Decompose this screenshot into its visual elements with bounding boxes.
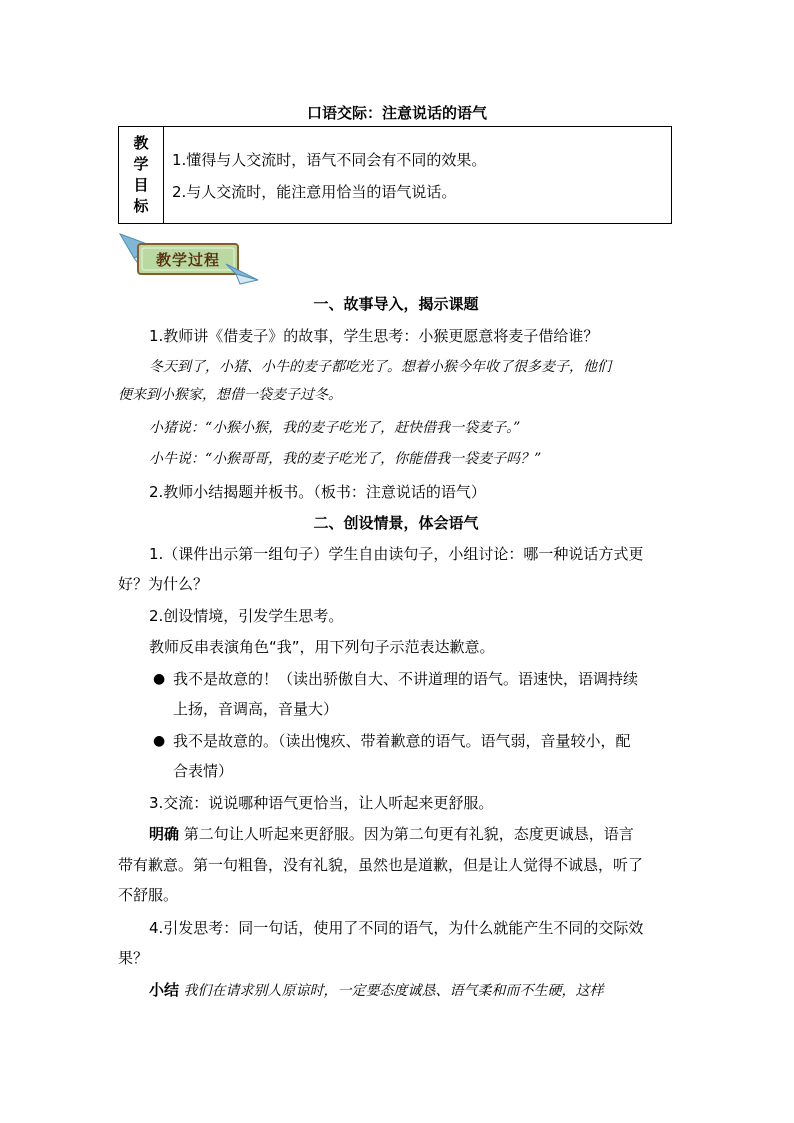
teaching-process-badge xyxy=(118,230,260,286)
goal-label-char: 目 xyxy=(133,176,149,194)
paragraph: 1.教师讲《借麦子》的故事，学生思考：小猴更愿意将麦子借给谁？ xyxy=(149,327,599,345)
page-title: 口语交际：注意说话的语气 xyxy=(306,104,487,122)
badge-label: 教学过程 xyxy=(155,251,220,269)
bullet-text: 我不是故意的。（读出愧疚、带着歉意的语气。语气弱，音量较小，配 xyxy=(173,732,631,750)
paragraph: 4.引发思考：同一句话，使用了不同的语气，为什么就能产生不同的交际效 xyxy=(149,919,644,937)
summary-paragraph xyxy=(149,980,674,1001)
story-text: 冬天到了，小猪、小牛的麦子都吃光了。想着小猴今年收了很多麦子，他们 xyxy=(149,359,611,375)
paragraph: 带有歉意。第一句粗鲁，没有礼貌，虽然也是道歉，但是让人觉得不诚恳，听了 xyxy=(118,856,644,874)
paragraph: 不舒服。 xyxy=(118,886,179,904)
summary-text: 我们在请求别人原谅时，一定要态度诚恳、语气柔和而不生硬，这样 xyxy=(179,983,604,999)
teaching-goals-list xyxy=(164,127,486,223)
story-text: 便来到小猴家，想借一袋麦子过冬。 xyxy=(118,387,342,403)
teaching-goals-label xyxy=(119,127,164,223)
goal-item: 2.与人交流时，能注意用恰当的语气说话。 xyxy=(172,183,457,201)
bullet-text: 我不是故意的！（读出骄傲自大、不讲道理的语气。语速快，语调持续 xyxy=(173,670,639,688)
paragraph: 好？为什么？ xyxy=(118,575,209,593)
paragraph: 2.教师小结揭题并板书。（板书：注意说话的语气） xyxy=(149,483,486,501)
paragraph: 1.（课件出示第一组句子）学生自由读句子，小组讨论：哪一种说话方式更 xyxy=(149,545,644,563)
bullet-icon: ● xyxy=(153,733,166,749)
paragraph: 2.创设情境，引发学生思考。 xyxy=(149,607,344,625)
story-dialogue: 小牛说：“小猴哥哥，我的麦子吃光了，你能借我一袋麦子吗？” xyxy=(149,451,542,467)
clarification-paragraph xyxy=(149,824,674,844)
summary-label: 小结 xyxy=(149,981,180,999)
goal-item: 1.懂得与人交流时，语气不同会有不同的效果。 xyxy=(172,151,487,169)
goal-label-char: 学 xyxy=(133,155,149,173)
bullet-icon: ● xyxy=(153,671,166,687)
bullet-text: 上扬，音调高，音量大） xyxy=(173,700,339,718)
bullet-text: 合表情） xyxy=(173,762,234,780)
goal-label-char: 标 xyxy=(133,197,149,215)
paragraph: 果？ xyxy=(118,949,149,967)
teaching-goals-table xyxy=(118,126,672,224)
goal-label-char: 教 xyxy=(133,134,149,152)
section-heading: 二、创设情景，体会语气 xyxy=(313,514,479,532)
paragraph: 3.交流：说说哪种语气更恰当，让人听起来更舒服。 xyxy=(149,794,494,812)
story-dialogue: 小猪说：“小猴小猴，我的麦子吃光了，赶快借我一袋麦子。” xyxy=(149,420,521,436)
clarification-label: 明确 xyxy=(149,825,180,843)
section-heading: 一、故事导入，揭示课题 xyxy=(313,295,479,313)
clarification-text: 第二句让人听起来更舒服。因为第二句更有礼貌，态度更诚恳，语言 xyxy=(179,825,634,843)
paragraph: 教师反串表演角色“我”，用下列句子示范表达歉意。 xyxy=(149,638,495,656)
